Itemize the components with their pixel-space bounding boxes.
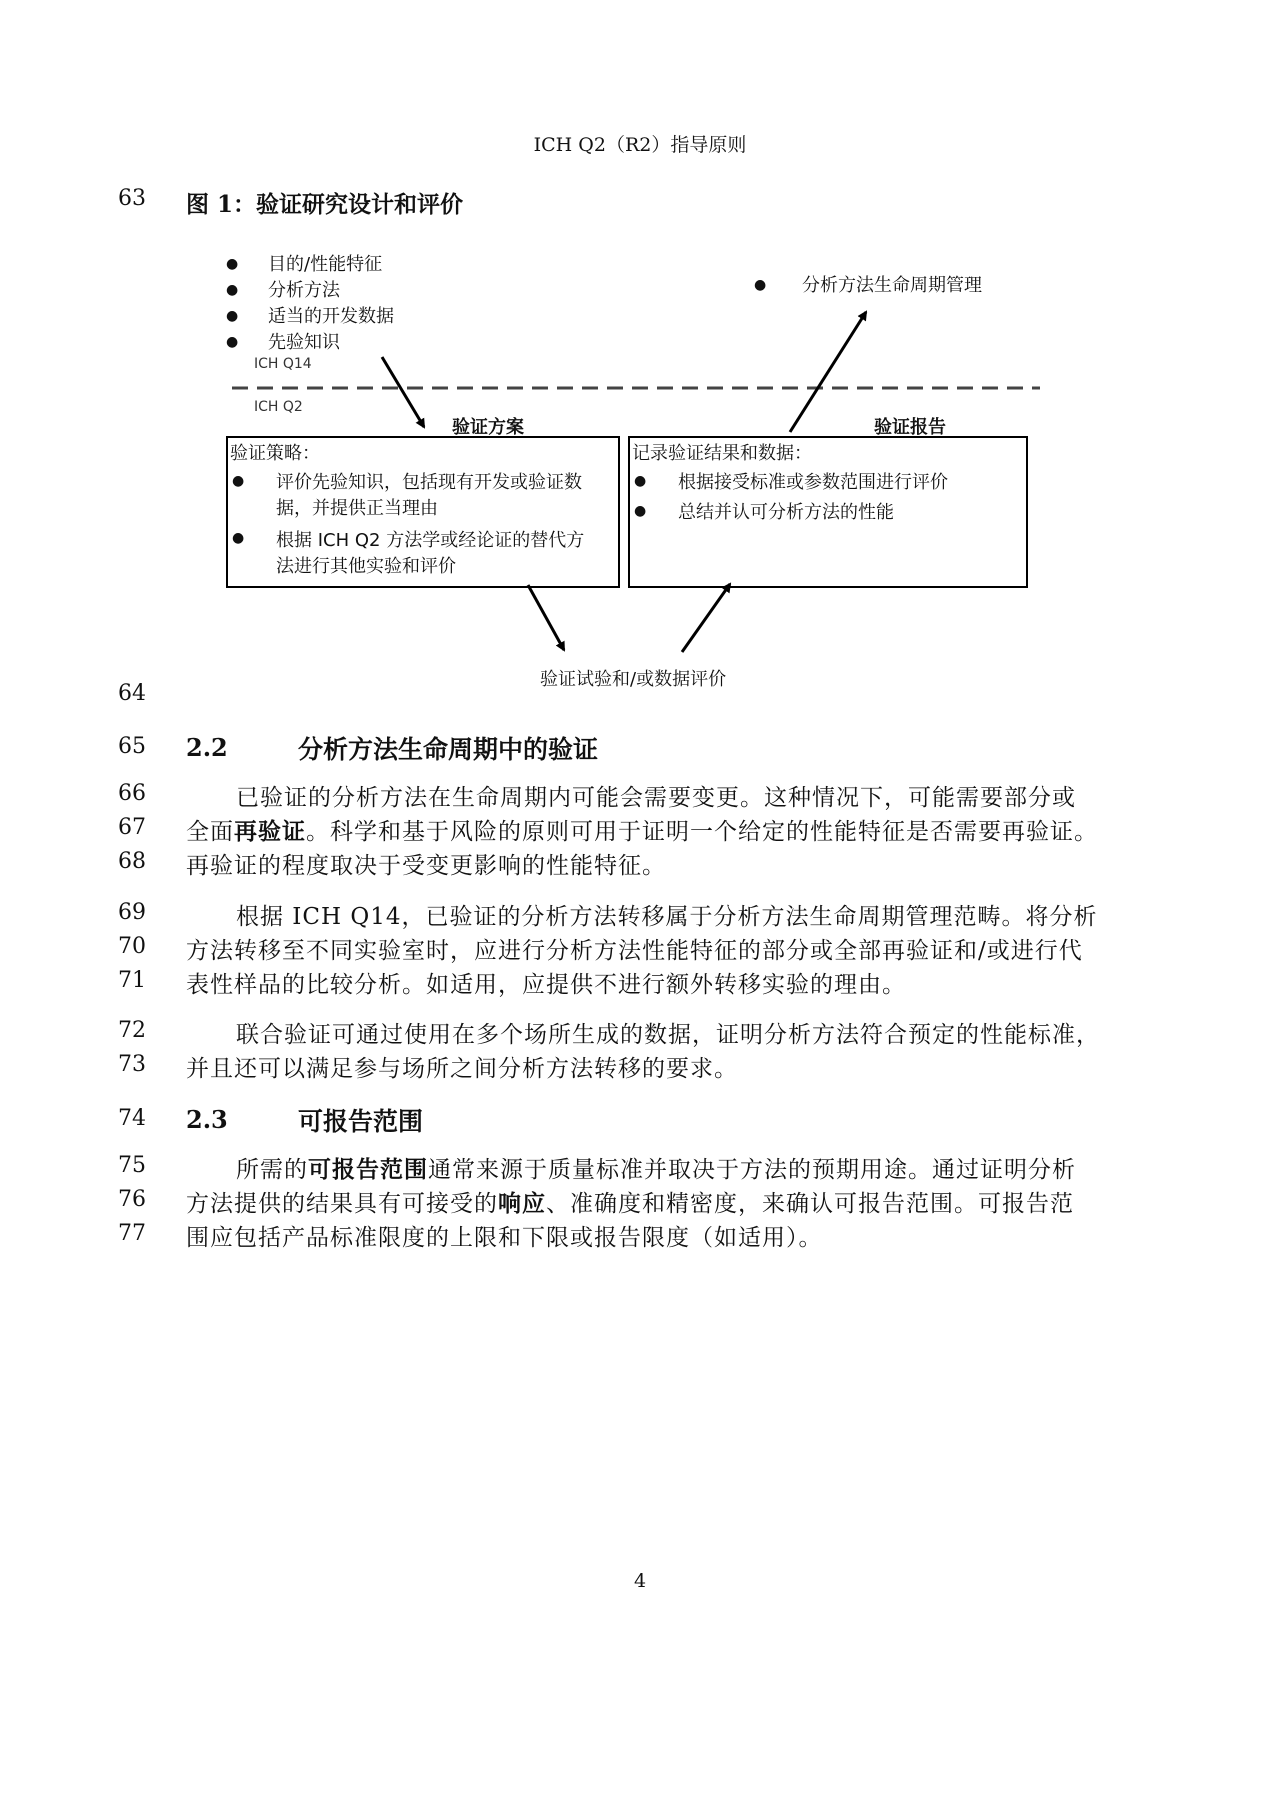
text-run: 全面 (186, 819, 234, 845)
report-item: 根据接受标准或参数范围进行评价 (678, 472, 948, 493)
paragraph-line (186, 813, 1098, 846)
bullet-icon: ● (226, 308, 239, 324)
validation-diagram (0, 0, 1280, 720)
line-number: 73 (118, 1052, 146, 1077)
input-item: 分析方法 (268, 280, 340, 301)
emphasis-term: 再验证 (234, 818, 306, 845)
experiments-label: 验证试验和/或数据评价 (540, 669, 727, 690)
emphasis-term: 可报告范围 (308, 1156, 428, 1183)
report-item: 总结并认可分析方法的性能 (678, 502, 894, 523)
arrow-to-lifecycle (790, 312, 866, 432)
paragraph-line (186, 1185, 1074, 1218)
line-number: 67 (118, 815, 146, 840)
report-heading: 记录验证结果和数据： (632, 443, 812, 464)
arrow-down-experiments (528, 585, 564, 650)
protocol-item-line: 根据 ICH Q2 方法学或经论证的替代方 (276, 530, 585, 551)
bullet-icon: ● (754, 277, 767, 293)
section-number: 2.2 (186, 733, 228, 762)
line-number: 76 (118, 1187, 146, 1212)
section-title: 分析方法生命周期中的验证 (298, 735, 599, 764)
bullet-icon: ● (232, 530, 245, 546)
protocol-item-line: 评价先验知识，包括现有开发或验证数 (276, 472, 582, 493)
paragraph-line (236, 1151, 1076, 1184)
bullet-icon: ● (634, 473, 647, 489)
protocol-heading: 验证策略： (230, 443, 320, 464)
bullet-icon: ● (226, 256, 239, 272)
page-header: ICH Q2（R2）指导原则 (533, 134, 747, 156)
arrow-to-protocol (382, 357, 424, 427)
bullet-icon: ● (232, 473, 245, 489)
input-item: 适当的开发数据 (268, 306, 394, 327)
line-number: 63 (118, 186, 146, 211)
line-number: 72 (118, 1018, 146, 1043)
report-box (628, 436, 1028, 588)
line-number: 75 (118, 1153, 146, 1178)
protocol-title: 验证方案 (452, 417, 524, 438)
text-run: 。科学和基于风险的原则可用于证明一个给定的性能特征是否需要再验证。 (306, 819, 1098, 845)
bullet-icon: ● (634, 503, 647, 519)
input-item: 目的/性能特征 (268, 254, 383, 275)
protocol-item-line: 据，并提供正当理由 (276, 498, 438, 519)
text-run: 、准确度和精密度，来确认可报告范围。可报告范 (546, 1191, 1074, 1217)
text-run: 所需的 (236, 1157, 308, 1183)
paragraph-line: 方法转移至不同实验室时，应进行分析方法性能特征的部分或全部再验证和/或进行代 (186, 938, 1083, 964)
paragraph-line: 围应包括产品标准限度的上限和下限或报告限度（如适用）。 (186, 1225, 823, 1251)
ich-q14-label: ICH Q14 (254, 356, 312, 372)
protocol-item-line: 法进行其他实验和评价 (276, 556, 456, 577)
line-number: 66 (118, 781, 146, 806)
paragraph-line: 并且还可以满足参与场所之间分析方法转移的要求。 (186, 1056, 738, 1082)
line-number: 68 (118, 849, 146, 874)
figure-title: 图 1：验证研究设计和评价 (186, 191, 464, 218)
page-number: 4 (633, 1570, 647, 1592)
bullet-icon: ● (226, 282, 239, 298)
line-number: 69 (118, 900, 146, 925)
paragraph-line: 表性样品的比较分析。如适用，应提供不进行额外转移实验的理由。 (186, 972, 906, 998)
section-number: 2.3 (186, 1105, 228, 1134)
paragraph-line: 已验证的分析方法在生命周期内可能会需要变更。这种情况下，可能需要部分或 (236, 785, 1076, 811)
line-number: 70 (118, 934, 146, 959)
section-title: 可报告范围 (298, 1107, 424, 1136)
line-number: 71 (118, 968, 146, 993)
line-number: 74 (118, 1106, 146, 1131)
bullet-icon: ● (226, 334, 239, 350)
text-run: 方法提供的结果具有可接受的 (186, 1191, 498, 1217)
line-number: 64 (118, 681, 146, 706)
paragraph-line: 根据 ICH Q14，已验证的分析方法转移属于分析方法生命周期管理范畴。将分析 (236, 904, 1098, 930)
report-title: 验证报告 (874, 417, 946, 438)
lifecycle-label: 分析方法生命周期管理 (802, 275, 982, 296)
paragraph-line: 联合验证可通过使用在多个场所生成的数据，证明分析方法符合预定的性能标准， (236, 1022, 1100, 1048)
line-number: 65 (118, 734, 146, 759)
input-item: 先验知识 (268, 332, 340, 353)
arrow-up-report (682, 584, 730, 652)
paragraph-line: 再验证的程度取决于受变更影响的性能特征。 (186, 853, 666, 879)
text-run: 通常来源于质量标准并取决于方法的预期用途。通过证明分析 (428, 1157, 1076, 1183)
emphasis-term: 响应 (498, 1190, 546, 1217)
ich-q2-label: ICH Q2 (254, 399, 303, 415)
protocol-box (226, 436, 620, 588)
line-number: 77 (118, 1221, 146, 1246)
